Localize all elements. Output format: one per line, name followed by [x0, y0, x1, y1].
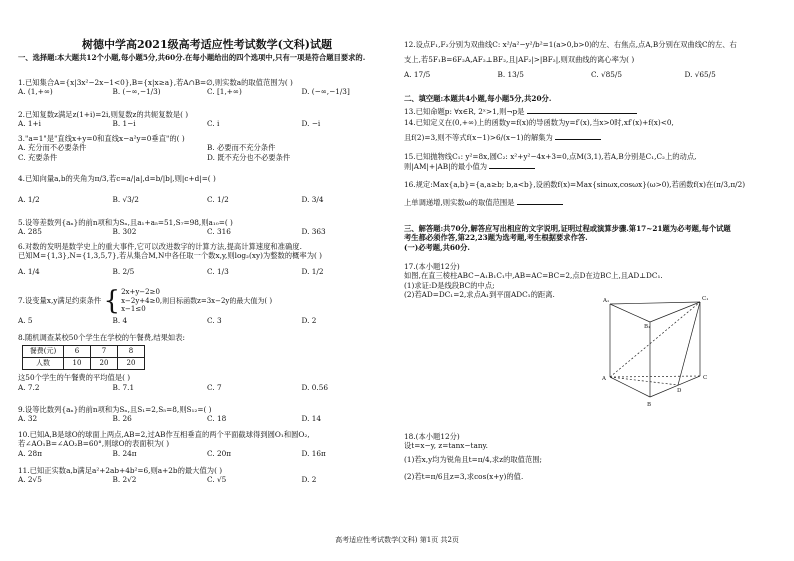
question-18-part-2: (2)若t=π/6且z=3,求cos(x+y)的值.	[404, 472, 524, 482]
question-3-options	[18, 143, 396, 152]
constraint-lines	[121, 288, 272, 313]
option: C. i	[207, 119, 220, 129]
question-18-part-1: (1)若x,y均为锐角且t=π/4,求z的取值范围;	[404, 454, 543, 464]
answer-blank	[555, 132, 601, 140]
question-3-text: 3."a=1"是"直线x+y=0和直线x−a²y=0垂直"的( )	[18, 134, 185, 143]
label-C: C	[703, 375, 708, 381]
hidden-edge	[610, 376, 700, 377]
edge	[650, 302, 700, 322]
question-12	[404, 40, 778, 79]
section2-header	[404, 94, 778, 103]
option: C. √5	[207, 475, 227, 485]
table-cell: 人数	[23, 358, 64, 370]
question-7	[18, 288, 396, 325]
question-7-text	[18, 288, 396, 314]
table-row	[23, 346, 145, 358]
option: D. 0.56	[301, 382, 328, 392]
option: C. √85/5	[591, 69, 622, 79]
question-18	[404, 432, 778, 482]
table-cell: 餐费(元)	[23, 346, 64, 358]
option: D. 1/2	[301, 266, 324, 276]
question-10-text-2: 若∠AO₁B=∠AO₂B=60°,则球O的表面积为( )	[18, 439, 170, 449]
option: D. 既不充分也不必要条件	[207, 152, 291, 162]
option: A. (1,+∞)	[18, 87, 53, 97]
question-18-text: 设t=x−y, z=tanx−tany.	[404, 441, 488, 451]
question-17-heading: 17.(本小题12分)	[404, 262, 460, 271]
question-12-options	[404, 70, 778, 79]
question-13	[404, 106, 778, 116]
question-10-text-1: 10.已知A,B是球O的球面上两点,AB=2,过AB作互相垂直的两个平面截球得到圆O₁和圆O₂,	[18, 430, 310, 439]
option: B. √3/2	[112, 195, 139, 205]
question-5	[18, 218, 396, 237]
constraint-line: x−1≤0	[121, 305, 146, 314]
question-4-text: 4.已知向量a,b的夹角为π/3,若c=a/|a|,d=b/|b|,则|c+d|=( )	[18, 174, 216, 183]
question-5-text: 5.设等差数列{aₙ}的前n项和为Sₙ,且a₁+a₅=51,S₇=98,则a₁₀=( )	[18, 218, 233, 227]
question-1	[18, 78, 396, 97]
question-7-lead: 7.设变量x,y满足约束条件	[18, 296, 102, 305]
option: A. 1/2	[18, 195, 40, 205]
question-5-options	[18, 227, 396, 236]
option: D. 3/4	[301, 195, 324, 205]
table-cell: 7	[91, 346, 118, 358]
question-17-part-1: (1)求证:D是线段BC的中点;	[404, 280, 495, 290]
question-10	[18, 430, 396, 458]
option: C. 7	[207, 382, 222, 392]
option: A. 7.2	[18, 382, 40, 392]
question-15-stem: 则|AM|+|AB|的最小值为	[404, 162, 488, 172]
question-14-stem: 且f(2)=3,则不等式f(x−1)>6/(x−1)的解集为	[404, 133, 553, 143]
question-2-options	[18, 119, 396, 128]
option: A. 17/5	[404, 69, 431, 79]
exam-title: 树德中学高2021级高考适应性考试数学(文科)试题	[81, 38, 333, 51]
edge	[610, 302, 700, 304]
table-cell: 8	[118, 346, 145, 358]
question-15-text-1: 15.已知抛物线C₁: y²=8x,圆C₂: x²+y²−4x+3=0,点M(3,1),若A,B分别是C₁,C₂上的动点,	[404, 152, 697, 161]
question-16-stem: 上单调递增,则实数ω的取值范围是	[404, 198, 515, 208]
question-1-text: 1.已知集合A={x|3x²−2x−1<0},B={x|x≥a},若A∩B=∅,则实数a的取值范围为( )	[18, 78, 293, 87]
option: B. (−∞,−1/3)	[112, 87, 161, 97]
edge	[678, 302, 700, 385]
option: D. 14	[301, 414, 322, 424]
brace-glyph: {	[103, 286, 121, 316]
option: C. 1/2	[207, 195, 229, 205]
option: D. √65/5	[684, 69, 716, 79]
constraint-system	[104, 288, 273, 314]
option: B. 24π	[112, 448, 137, 458]
answer-blank	[489, 161, 535, 169]
question-15-text-2	[404, 161, 778, 171]
question-8	[18, 333, 396, 392]
option: C. 18	[207, 414, 227, 424]
question-15	[404, 152, 778, 172]
option: A. 1+i	[18, 119, 41, 129]
label-A1: A₁	[603, 298, 610, 304]
constraint-line: x−2y+4≥0,则目标函数z=3x−2y的最大值为( )	[121, 296, 273, 305]
question-16-text-1: 16.规定:Max{a,b}={a,a≥b; b,a<b},设函数f(x)=Max{sinωx,cosωx}(ω>0),若函数f(x)在(π/3,π/2)	[404, 180, 746, 189]
constraint-line: 2x+y−2≥0	[121, 288, 160, 297]
table-cell: 20	[91, 358, 118, 370]
question-16	[404, 180, 778, 208]
section3-text-2: 考生都必须作答,第22,23题为选考题,考生根据要求作答.	[404, 233, 588, 243]
question-8-options	[18, 383, 396, 392]
question-12-text-2: 支上,若5F₁B=6F₂A,AF₂⊥BF₂,且|AF₂|>|BF₂|,则双曲线的离心率为( )	[404, 55, 635, 65]
option: A. 28π	[18, 448, 42, 458]
option: A. 充分而不必要条件	[18, 143, 87, 153]
table-cell: 20	[118, 358, 145, 370]
question-1-options	[18, 87, 396, 96]
section1-text: 一、选择题:本大题共12个小题,每小题5分,共60分.在每小题给出的四个选项中,只有一项是符合题目要求的.	[18, 53, 366, 62]
question-10-options	[18, 449, 396, 458]
edge	[610, 377, 650, 397]
option: A. 285	[18, 227, 42, 237]
label-B1: B₁	[644, 324, 651, 330]
question-2-text: 2.已知复数z满足z(1+i)=2i,则复数z的共轭复数是( )	[18, 110, 189, 119]
question-6-options	[18, 267, 396, 276]
section3-text-1: 三、解答题:共70分,解答应写出相应的文字说明,证明过程或演算步骤.第17~21题为必考题,每个试题	[404, 224, 731, 233]
option: B. 26	[112, 414, 132, 424]
option: B. 302	[112, 227, 137, 237]
question-7-options	[18, 316, 396, 325]
section2-text: 二、填空题:本题共4小题,每小题5分,共20分.	[404, 94, 552, 103]
question-12-text-1: 12.设点F₁,F₂分别为双曲线C: x²/a²−y²/b²=1(a>0,b>0)的左、右焦点,点A,B分别在双曲线C的左、右	[404, 40, 737, 49]
question-18-heading: 18.(本小题12分)	[404, 432, 460, 441]
question-9-text: 9.设等比数列{aₙ}的前n项和为Sₙ,且S₁=2,S₅=8,则S₁₂=( )	[18, 405, 212, 414]
option: D. −i	[301, 119, 321, 129]
option: B. 13/5	[497, 69, 524, 79]
edge	[610, 304, 650, 322]
answer-blank	[517, 197, 563, 205]
option: B. 7.1	[112, 382, 135, 392]
option: A. 1/4	[18, 266, 40, 276]
answer-blank	[527, 106, 637, 114]
question-11	[18, 466, 396, 485]
option: B. 1−i	[112, 119, 136, 129]
option: B. 2√2	[112, 475, 137, 485]
page-footer: 高考适应性考试数学(文科) 第1页 共2页	[335, 536, 459, 544]
option: C. 316	[207, 227, 231, 237]
option: C. 20π	[207, 448, 232, 458]
option: C. 1/3	[207, 266, 229, 276]
option: A. 5	[18, 316, 33, 325]
option: D. 2	[301, 475, 317, 485]
prism-figure	[590, 292, 720, 414]
edge	[650, 376, 700, 397]
question-14-text-2	[404, 132, 778, 142]
option: A. 32	[18, 414, 38, 424]
question-6	[18, 242, 396, 276]
question-9	[18, 405, 396, 424]
question-16-text-2	[404, 197, 778, 207]
table-cell: 6	[64, 346, 91, 358]
question-14	[404, 118, 778, 143]
table-cell: 10	[64, 358, 91, 370]
option: D. (−∞,−1/3]	[301, 87, 350, 97]
option: C. 3	[207, 316, 222, 325]
option: B. 4	[112, 316, 128, 325]
label-A: A	[602, 376, 606, 382]
label-B: B	[647, 402, 652, 408]
question-2	[18, 110, 396, 129]
question-6-text-2: 已知M={1,3},N={1,3,5,7},若从集合M,N中各任取一个数x,y,则log₂(xy)为整数的概率为( )	[18, 251, 323, 261]
option: B. 必要而不充分条件	[207, 143, 276, 153]
question-8-text: 8.随机调查某校50个学生在学校的午餐费,结果如表:	[18, 333, 185, 342]
question-3	[18, 134, 396, 162]
option: C. 充要条件	[18, 152, 58, 162]
table-row	[23, 358, 145, 370]
option: D. 2	[301, 316, 317, 325]
section1-header	[18, 53, 396, 62]
hidden-edge	[610, 302, 700, 377]
question-6-text-1: 6.对数的发明是数学史上的重大事件,它可以改进数字的计算方法,提高计算速度和准确度.	[18, 242, 302, 251]
question-17-text: 如图,在直三棱柱ABC−A₁B₁C₁中,AB=AC=BC=2,点D在边BC上,且AD⊥DC₁.	[404, 271, 663, 281]
meal-fee-table	[22, 345, 145, 370]
question-3-options-2	[18, 153, 396, 162]
hidden-edge	[610, 377, 678, 385]
subsection-required: (一)必考题,共60分.	[404, 242, 470, 252]
question-17-part-2: (2)若AD=DC₁=2,求点A₁到平面ADC₁的距离.	[404, 290, 555, 300]
option: C. [1,+∞)	[207, 87, 242, 97]
label-C1: C₁	[702, 296, 709, 302]
section3-header	[404, 224, 778, 252]
label-D: D	[677, 388, 682, 394]
question-9-options	[18, 414, 396, 423]
option: D. 363	[301, 227, 326, 237]
option: A. 2√5	[18, 475, 42, 485]
question-14-text-1: 14.已知定义在(0,+∞)上的函数y=f(x)的导函数为y=f′(x),当x>0时,xf′(x)+f(x)<0,	[404, 118, 674, 127]
question-11-options	[18, 475, 396, 484]
question-8-text-2: 这50个学生的午餐费的平均值是( )	[18, 373, 131, 383]
question-11-text: 11.已知正实数a,b满足a²+2ab+4b²=6,则a+2b的最大值为( )	[18, 466, 223, 475]
option: D. 16π	[301, 448, 326, 458]
question-4-options	[18, 195, 396, 204]
question-13-stem: 13.已知命题p: ∀x∈R, 2ˣ>1,则¬p是	[404, 107, 525, 116]
question-4	[18, 174, 396, 205]
question-13-text	[404, 106, 778, 116]
option: B. 2/5	[112, 266, 135, 276]
